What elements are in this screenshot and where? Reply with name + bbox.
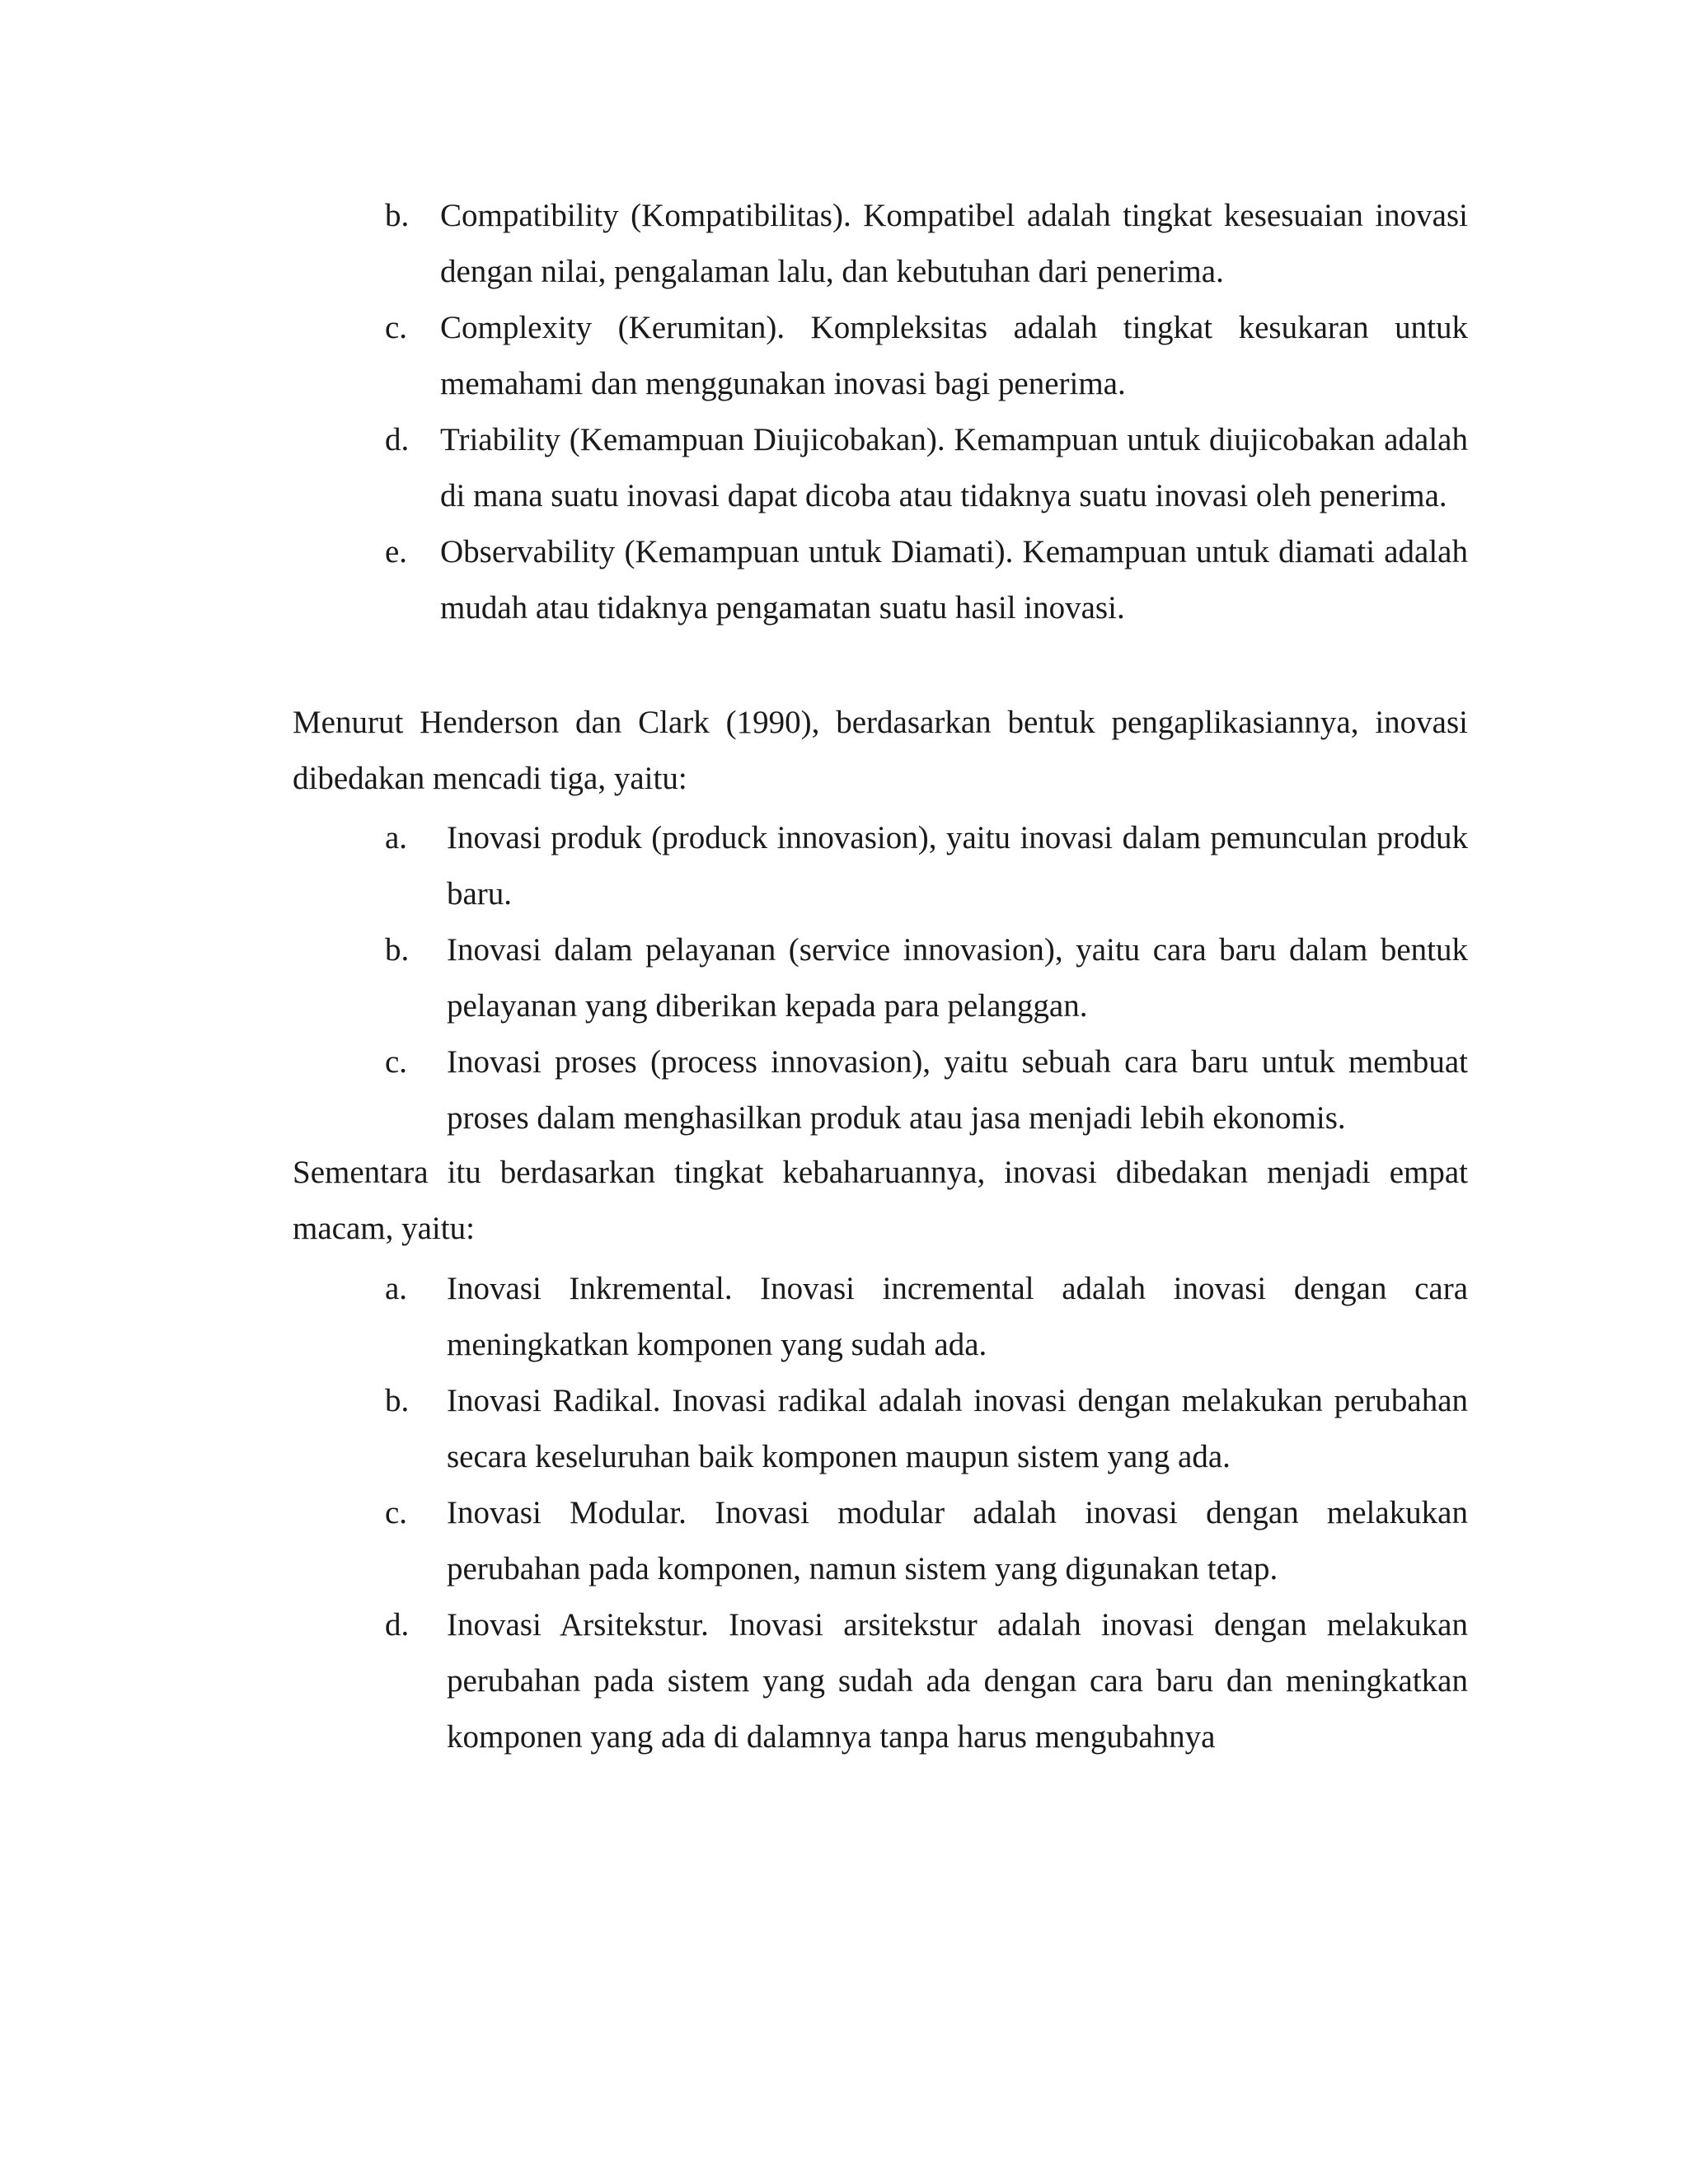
list-item [293,1261,1468,1373]
list-marker: d. [385,1607,410,1643]
list-item-text: Inovasi Modular. Inovasi modular adalah inovasi dengan melakukan perubahan pada komponen, namun sistem yang digunakan tetap. [447,1495,1468,1586]
innovation-attributes-list [293,188,1468,636]
list-marker: c. [385,310,408,345]
innovation-application-list [293,810,1468,1146]
list-item [293,1485,1468,1597]
list-marker: b. [385,198,410,233]
list-marker: b. [385,1383,410,1418]
list-item-text: Inovasi produk (produck innovasion), yaitu inovasi dalam pemunculan produk baru. [447,820,1468,912]
list-marker: e. [385,534,408,569]
list-item-text: Inovasi Radikal. Inovasi radikal adalah inovasi dengan melakukan perubahan secara keseluruhan baik komponen maupun sistem yang ada. [447,1383,1468,1474]
list-item-text: Inovasi Arsitekstur. Inovasi arsitekstur adalah inovasi dengan melakukan perubahan pada sistem yang sudah ada dengan cara baru dan meningkatkan komponen yang ada di dalamnya tanpa harus mengubahnya [447,1607,1468,1755]
list-item-text: Complexity (Kerumitan). Kompleksitas adalah tingkat kesukaran untuk memahami dan menggunakan inovasi bagi penerima. [440,310,1468,401]
list-item [293,1373,1468,1485]
list-item [293,188,1468,300]
list-item [293,524,1468,636]
list-marker: c. [385,1495,408,1530]
paragraph-novelty-levels: Sementara itu berdasarkan tingkat kebaharuannya, inovasi dibedakan menjadi empat macam, yaitu: [293,1155,1468,1246]
list-marker: b. [385,932,410,968]
list-item [293,810,1468,922]
list-marker: a. [385,1271,408,1306]
list-marker: a. [385,820,408,855]
list-item-text: Inovasi dalam pelayanan (service innovasion), yaitu cara baru dalam bentuk pelayanan yang diberikan kepada para pelanggan. [447,932,1468,1024]
list-item-text: Observability (Kemampuan untuk Diamati). Kemampuan untuk diamati adalah mudah atau tidaknya pengamatan suatu hasil inovasi. [440,534,1468,626]
list-marker: d. [385,422,410,457]
list-item-text: Triability (Kemampuan Diujicobakan). Kemampuan untuk diujicobakan adalah di mana suatu inovasi dapat dicoba atau tidaknya suatu inovasi oleh penerima. [440,422,1468,513]
list-item [293,412,1468,524]
list-item-text: Inovasi Inkremental. Inovasi incremental adalah inovasi dengan cara meningkatkan komponen yang sudah ada. [447,1271,1468,1362]
list-item [293,300,1468,412]
innovation-novelty-list [293,1261,1468,1765]
list-item-text: Inovasi proses (process innovasion), yaitu sebuah cara baru untuk membuat proses dalam menghasilkan produk atau jasa menjadi lebih ekonomis. [447,1044,1468,1136]
list-item-text: Compatibility (Kompatibilitas). Kompatibel adalah tingkat kesesuaian inovasi dengan nilai, pengalaman lalu, dan kebutuhan dari penerima. [440,198,1468,289]
list-marker: c. [385,1044,408,1080]
paragraph-henderson-clark: Menurut Henderson dan Clark (1990), berdasarkan bentuk pengaplikasiannya, inovasi dibedakan mencadi tiga, yaitu: [293,705,1468,796]
list-item [293,1034,1468,1146]
list-item [293,922,1468,1034]
list-item [293,1597,1468,1765]
